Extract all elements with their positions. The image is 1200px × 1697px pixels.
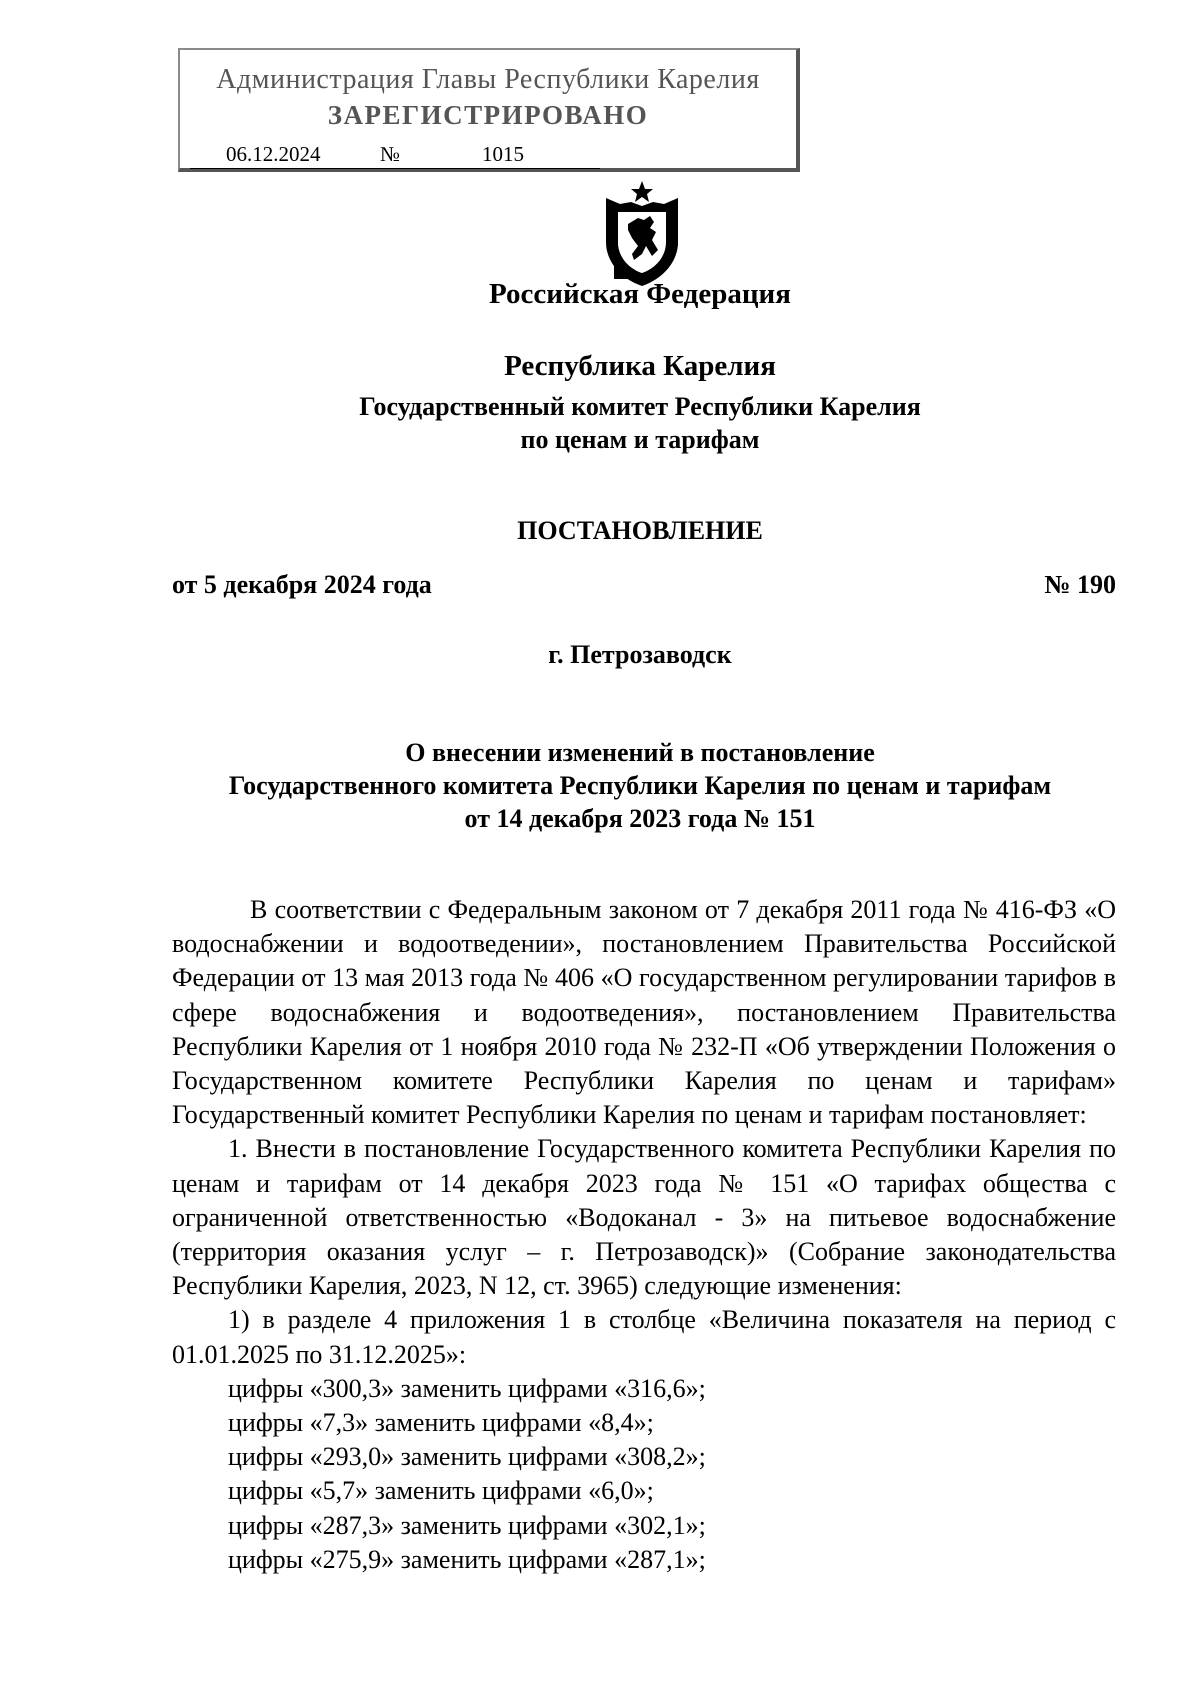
stamp-organization: Администрация Главы Республики Карелия [216,64,760,95]
document-type: ПОСТАНОВЛЕНИЕ [517,516,763,545]
committee-name-line1: Государственный комитет Республики Карелия [359,392,921,421]
karelia-coat-of-arms-icon [598,180,686,288]
subitem-1-paragraph: 1) в разделе 4 приложения 1 в столбце «Величина показателя на период с 01.01.2025 по 31.12.2025»: [172,1305,1116,1369]
document-title-line2: Государственного комитета Республики Карелия по ценам и тарифам [228,771,1052,800]
document-number: № 190 [1044,570,1116,599]
preamble-paragraph: В соответствии с Федеральным законом от 7 декабря 2011 года № 416-ФЗ «О водоснабжении и водоотведении», постановлением Правительства Российской Федерации от 13 мая 2013 года № 406 «О государственном регулировании тарифов в сфере водоснабжения и водоотведения», постановлением Правительства Республики Карелия от 1 ноября 2010 года № 232-П «Об утверждении Положения о Государственном комитете Республики Карелия по ценам и тарифам» Государственный комитет Республики Карелия по ценам и тарифам постановляет: [172,895,1116,1130]
item-1-paragraph: 1. Внести в постановление Государственного комитета Республики Карелия по ценам и тарифам от 14 декабря 2023 года № 151 «О тарифах общества с ограниченной ответственностью «Водоканал - 3» на питьевое водоснабжение (территория оказания услуг – г. Петрозаводск)» (Собрание законодательства Республики Карелия, 2023, N 12, ст. 3965) следующие изменения: [172,1134,1116,1301]
stamp-number-label: № [380,142,401,166]
committee-name-line2: по ценам и тарифам [520,425,760,454]
document-title-line1: О внесении изменений в постановление [405,738,875,767]
replacement-line: цифры «293,0» заменить цифрами «308,2»; [228,1442,706,1472]
document-body [172,893,1116,1577]
replacement-line: цифры «300,3» заменить цифрами «316,6»; [228,1373,706,1403]
replacement-line: цифры «7,3» заменить цифрами «8,4»; [228,1408,654,1438]
stamp-date: 06.12.2024 [226,142,321,166]
republic-title: Республика Карелия [504,350,776,382]
document-city: г. Петрозаводск [548,640,732,669]
document-title-line3: от 14 декабря 2023 года № 151 [464,804,816,833]
country-title: Российская Федерация [489,278,791,310]
stamp-number: 1015 [482,142,524,166]
stamp-status: ЗАРЕГИСТРИРОВАНО [327,100,649,130]
document-date-number-row [172,570,1116,602]
stamp-registration-line [190,142,600,169]
document-date: от 5 декабря 2024 года [172,570,432,599]
replacement-line: цифры «287,3» заменить цифрами «302,1»; [228,1510,706,1540]
replacement-line: цифры «5,7» заменить цифрами «6,0»; [228,1476,654,1506]
replacement-line: цифры «275,9» заменить цифрами «287,1»; [228,1544,706,1574]
